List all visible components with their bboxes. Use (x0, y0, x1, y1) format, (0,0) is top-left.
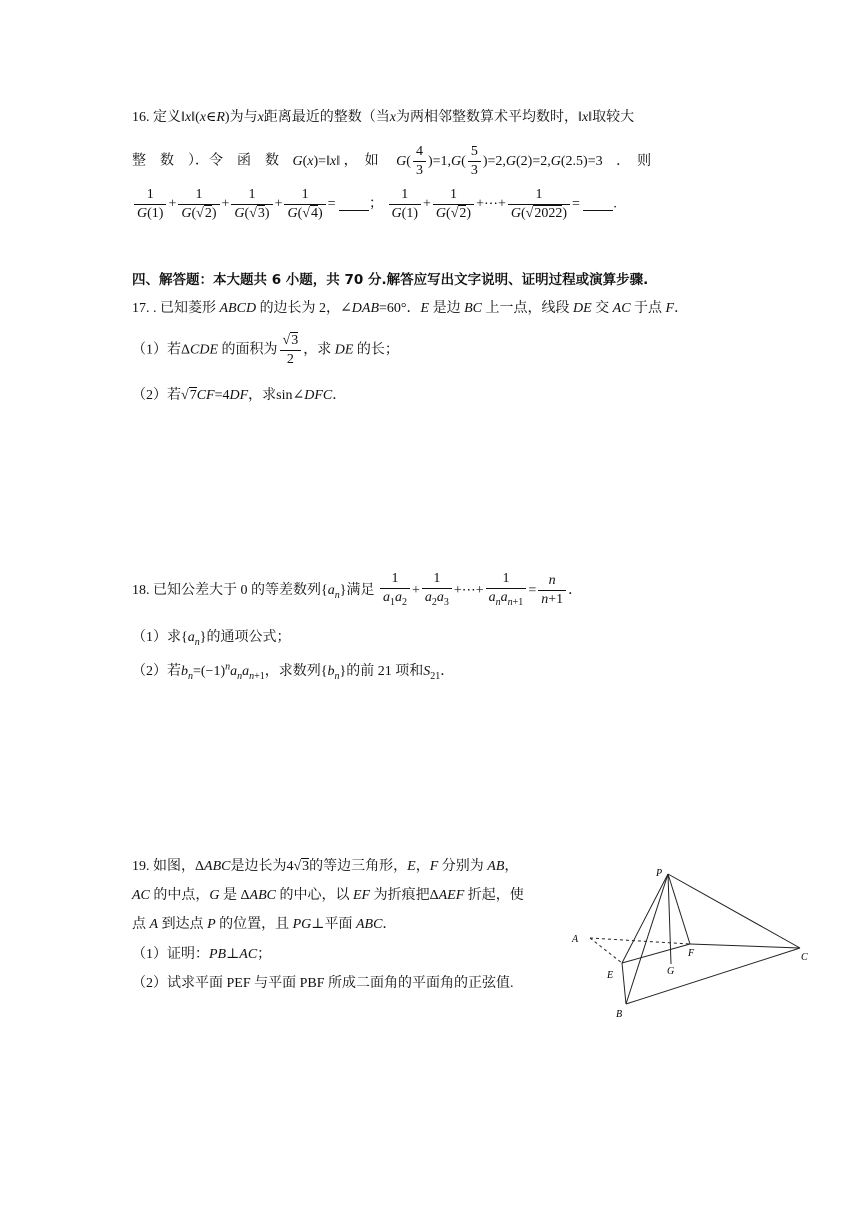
q19-line2: AC 的中点，G 是 ΔABC 的中心，以 EF 为折痕把ΔAEF 折起，使 (132, 888, 524, 903)
q19-part1: （1）证明：PB⊥AC； (132, 947, 272, 962)
line-AE (590, 938, 622, 963)
label-C: C (801, 952, 808, 963)
q18-part1: （1）求$\{a_n\}$的通项公式； (132, 630, 291, 648)
section-heading: 四、解答题：本大题共 6 小题，共 70 分.解答应写出文字说明、证明过程或演算步骤. (132, 272, 649, 288)
q16-line1: 16. 定义‖x‖(x∈R)为与x距离最近的整数（当x为两相邻整数算术平均数时，‖x‖取较大 (132, 110, 635, 125)
q18-part2: （2）若$b_n=(-1)^na_na_{n+1}$，求数列$\{b_n\}$的前 21 项和$S_{21}$． (132, 661, 455, 682)
label-A: A (572, 934, 579, 945)
line-BC (626, 948, 800, 1004)
q17-part2: （2）若√7CF=4DF，求sin∠DFC． (132, 388, 347, 403)
q16-line3: $\frac{1}{G(1)}$ + $\frac{1}{G(√2)}$ + $\frac{1}{G(√3)}$ + $\frac{1}{G(√4)}$ = ； $\frac{1}{G(1)}$ + $\frac{1}{G(√2)}$ +⋯+ $\frac{1}{G(√2022)}$ = . (132, 186, 617, 223)
q19-part2: （2）试求平面 PEF 与平面 PBF 所成二面角的平面角的正弦值. (132, 976, 514, 991)
line-PB (626, 874, 668, 1004)
line-EF (622, 944, 690, 963)
label-G: G (667, 966, 675, 977)
line-AF (590, 938, 690, 944)
q19-line1: 19. 如图，ΔABC是边长为4√3的等边三角形，E，F 分别为 AB， (132, 859, 519, 874)
line-PE (622, 874, 668, 963)
line-EB (622, 963, 626, 1004)
label-E: E (607, 970, 614, 981)
q19-figure (560, 860, 820, 1025)
line-FC (690, 944, 800, 948)
label-F: F (688, 948, 695, 959)
q18-stem: 18. 已知公差大于 0 的等差数列$\{a_n\}$满足 $\frac{1}{a_1a_2}$ + $\frac{1}{a_2a_3}$ +⋯+ $\frac{1}{a_na_{n+1}}$ = $\frac{n}{n+1}$ ． (132, 570, 582, 612)
q16-line2: 整 数 ）．令 函 数 G(x)=‖x‖ ， 如 G( $\frac{4}{3}$ )=1,G( $\frac{5}{3}$ )=2,G(2)=2,G(2.5)=3 ． 则 (132, 144, 652, 178)
q19-line3: 点 A 到达点 P 的位置，且 PG⊥平面 ABC． (132, 917, 397, 932)
label-P: P (656, 868, 663, 879)
q17-part1: （1）若ΔCDE 的面积为 $\frac{√3}{2}$ ，求 DE 的长； (132, 333, 399, 367)
q17-stem: 17. . 已知菱形 ABCD 的边长为 2，∠DAB=60°．E 是边 BC 上一点，线段 DE 交 AC 于点 F． (132, 301, 689, 316)
label-B: B (616, 1009, 623, 1020)
